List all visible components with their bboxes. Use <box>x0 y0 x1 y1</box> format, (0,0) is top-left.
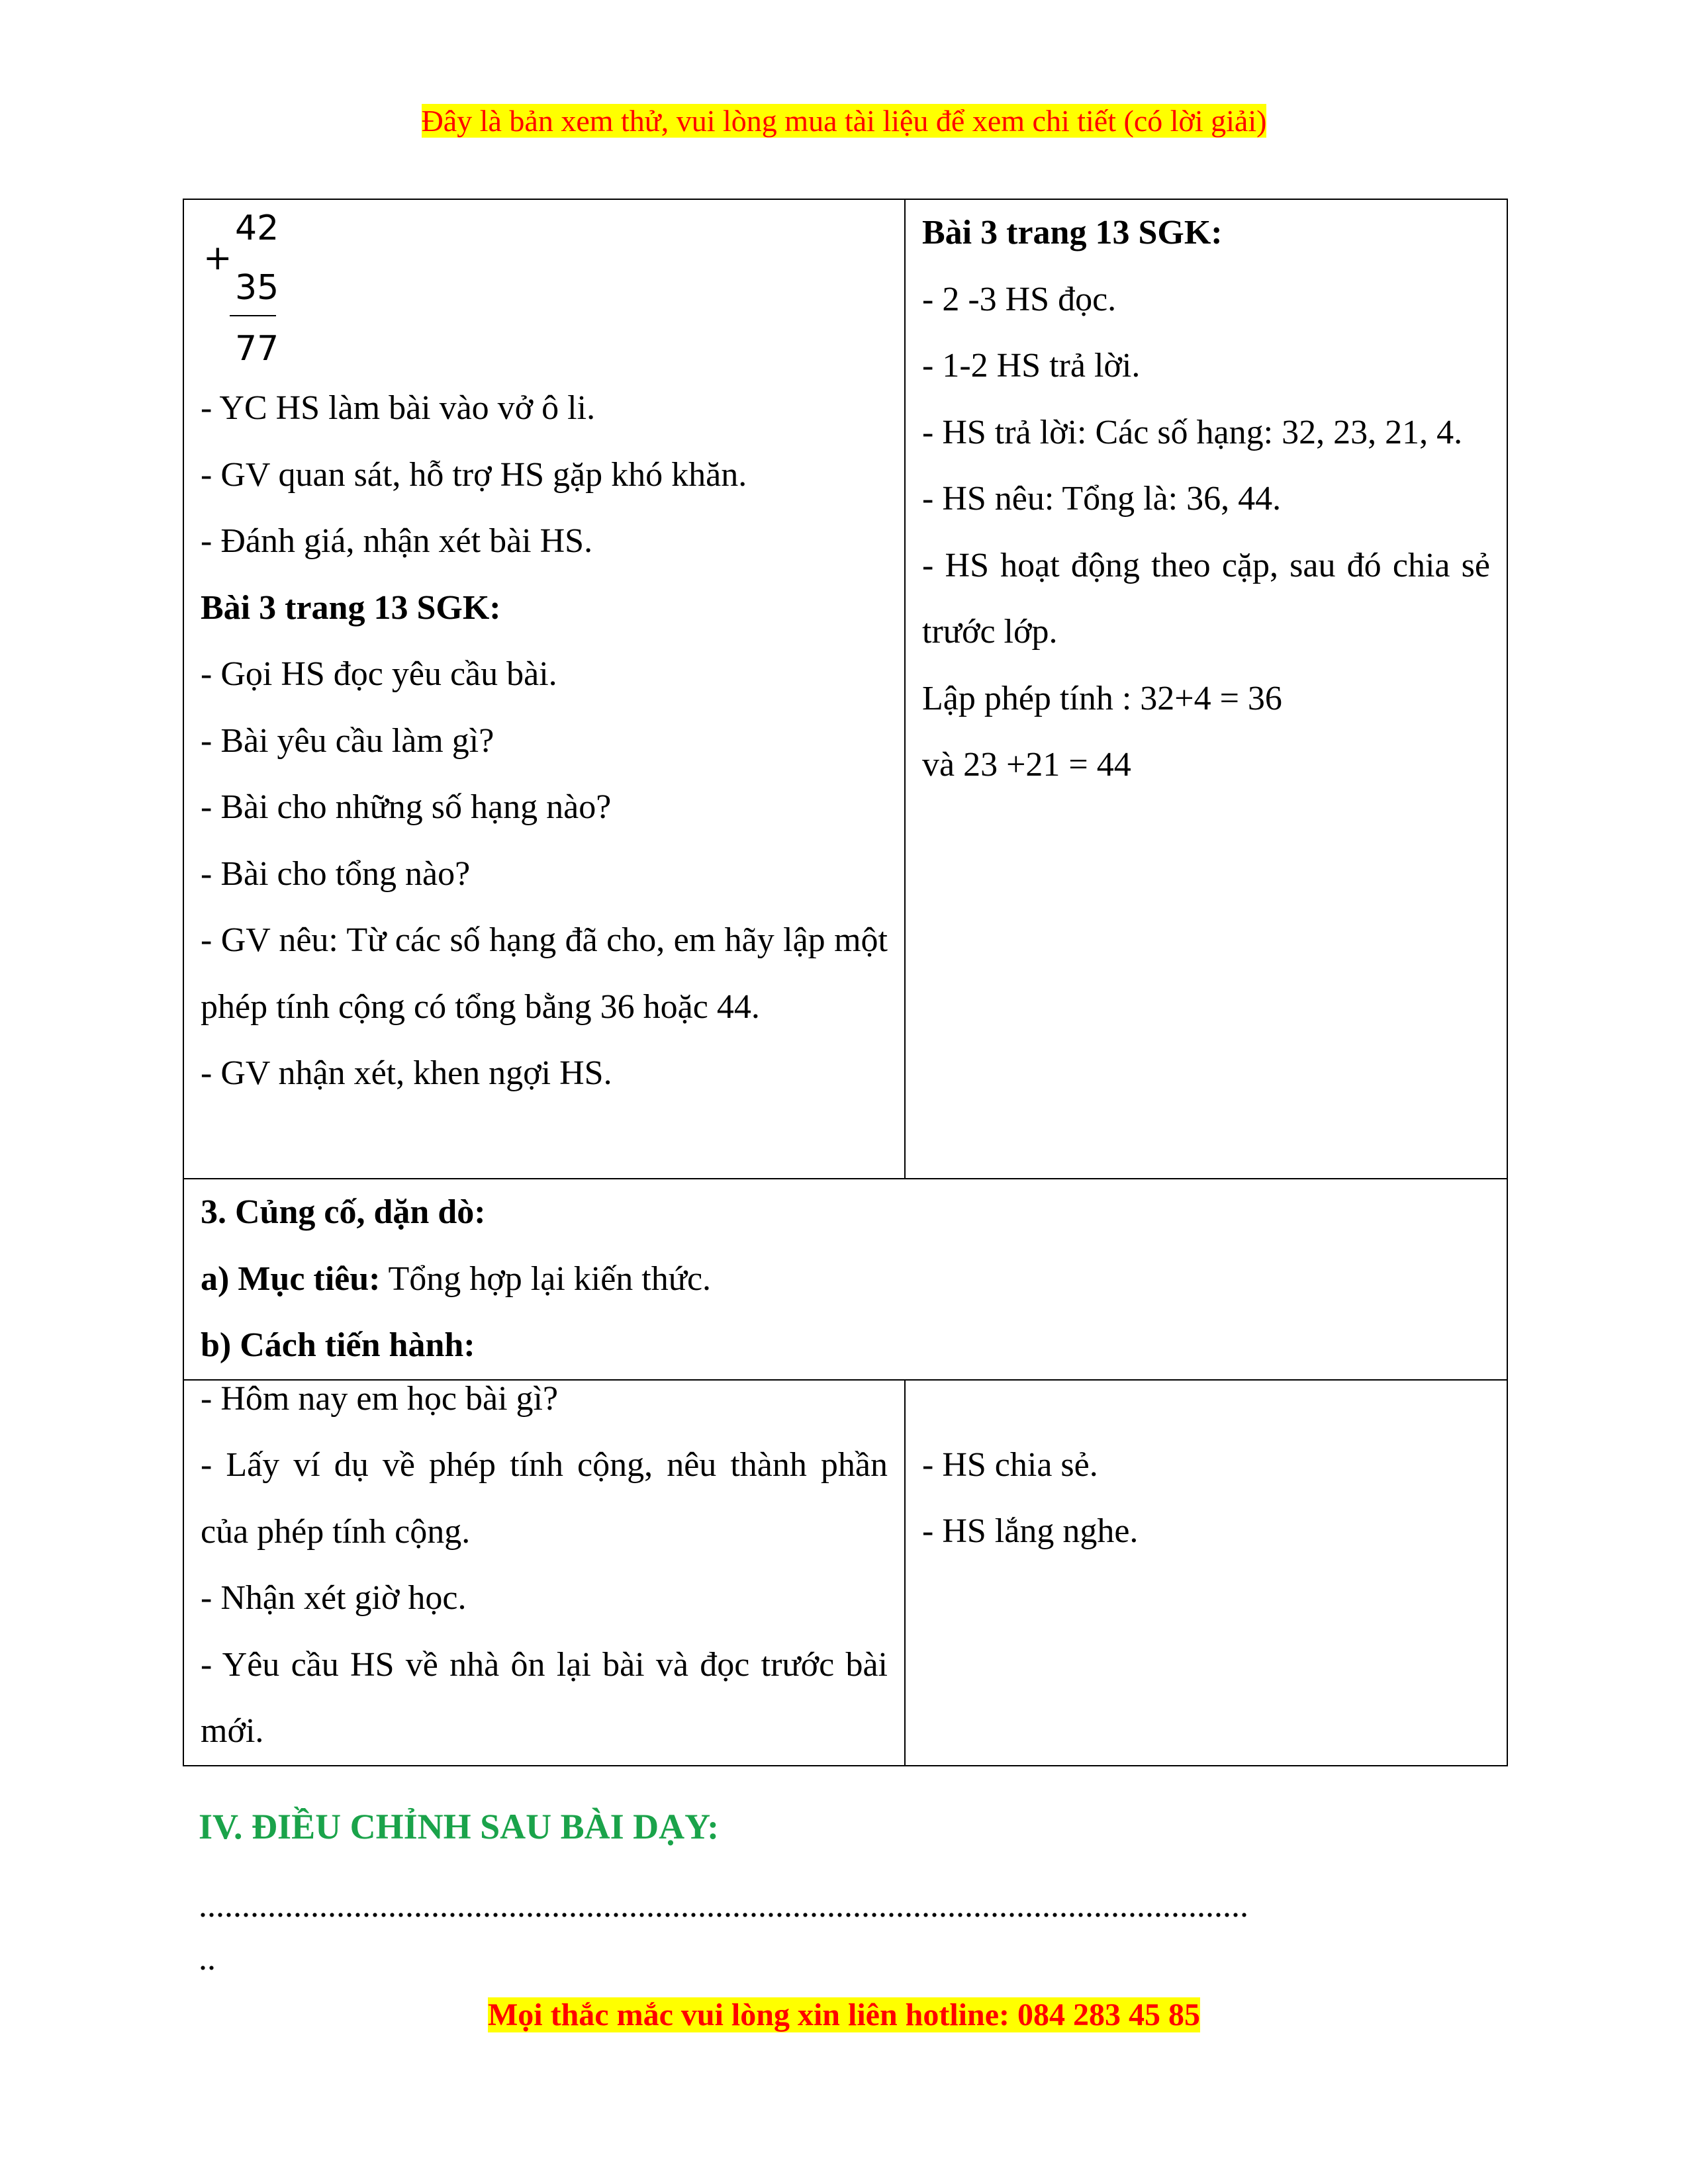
sum-rule <box>230 315 276 316</box>
plus-sign: + <box>203 238 232 278</box>
wrapup-row <box>183 1380 1507 1766</box>
student-step: - HS chia sẻ. <box>922 1445 1098 1484</box>
adjustment-dotted-line: .......................................................................................................................... <box>199 1887 1248 1925</box>
student-step: - HS hoạt động theo cặp, sau đó chia sẻ trước lớp. <box>922 546 1490 651</box>
section3-title: 3. Củng cố, dặn dò: <box>201 1193 486 1231</box>
teacher-step: - Bài cho những số hạng nào? <box>201 788 612 826</box>
preview-notice-banner <box>0 99 1688 143</box>
student-step: - 2 -3 HS đọc. <box>922 280 1117 318</box>
student-step: - HS trả lời: Các số hạng: 32, 23, 21, 4. <box>922 413 1463 451</box>
preview-notice-text: Đây là bản xem thử, vui lòng mua tài liệu để xem chi tiết (có lời giải) <box>421 104 1267 138</box>
teacher-step: - Bài yêu cầu làm gì? <box>201 721 494 760</box>
student-step: - HS nêu: Tổng là: 36, 44. <box>922 480 1282 518</box>
teacher-step: - Yêu cầu HS về nhà ôn lại bài và đọc trước bài mới. <box>201 1645 888 1750</box>
section3-method: b) Cách tiến hành: <box>201 1326 475 1364</box>
teacher-step: - GV nhận xét, khen ngợi HS. <box>201 1054 612 1092</box>
teacher-step: - YC HS làm bài vào vở ô li. <box>201 389 596 427</box>
addend-1: 42 <box>235 208 279 248</box>
teacher-step: - GV quan sát, hỗ trợ HS gặp khó khăn. <box>201 455 747 494</box>
teacher-step: - GV nêu: Từ các số hạng đã cho, em hãy lập một phép tính cộng có tổng bằng 36 hoặc 44. <box>201 921 888 1026</box>
sum-result: 77 <box>235 329 279 369</box>
student-step: Lập phép tính : 32+4 = 36 <box>922 679 1282 717</box>
activity-row <box>183 199 1507 1179</box>
teacher-column <box>183 1380 905 1766</box>
section3-goal: a) Mục tiêu: Tổng hợp lại kiến thức. <box>201 1259 712 1298</box>
student-column <box>905 1380 1507 1766</box>
student-step: - 1-2 HS trả lời. <box>922 347 1141 385</box>
section3-header-row <box>183 1179 1507 1380</box>
section3-header-cell <box>183 1179 1507 1380</box>
hotline-text: Mọi thắc mắc vui lòng xin liên hotline: 084 283 45 85 <box>487 1997 1200 2032</box>
student-step: - HS lắng nghe. <box>922 1512 1139 1550</box>
teacher-step: - Bài cho tổng nào? <box>201 854 471 893</box>
teacher-column <box>183 199 905 1179</box>
student-step: và 23 +21 = 44 <box>922 746 1131 784</box>
teacher-step: - Gọi HS đọc yêu cầu bài. <box>201 655 557 693</box>
adjustment-heading: IV. ĐIỀU CHỈNH SAU BÀI DẠY: <box>199 1807 720 1846</box>
lesson-plan-table <box>183 199 1508 1766</box>
teacher-step: - Đánh giá, nhận xét bài HS. <box>201 522 593 560</box>
student-column <box>905 199 1507 1179</box>
teacher-step: - Hôm nay em học bài gì? <box>201 1379 559 1418</box>
exercise-heading: Bài 3 trang 13 SGK: <box>922 214 1223 251</box>
adjustment-dotted-line-tail: .. <box>199 1940 216 1978</box>
teacher-step: - Nhận xét giờ học. <box>201 1579 467 1617</box>
addition-calculation <box>201 200 399 375</box>
addend-2: 35 <box>235 268 279 308</box>
teacher-step: - Lấy ví dụ về phép tính cộng, nêu thành phần của phép tính cộng. <box>201 1446 888 1551</box>
hotline-banner <box>0 1992 1688 2038</box>
exercise-heading: Bài 3 trang 13 SGK: <box>201 588 501 627</box>
